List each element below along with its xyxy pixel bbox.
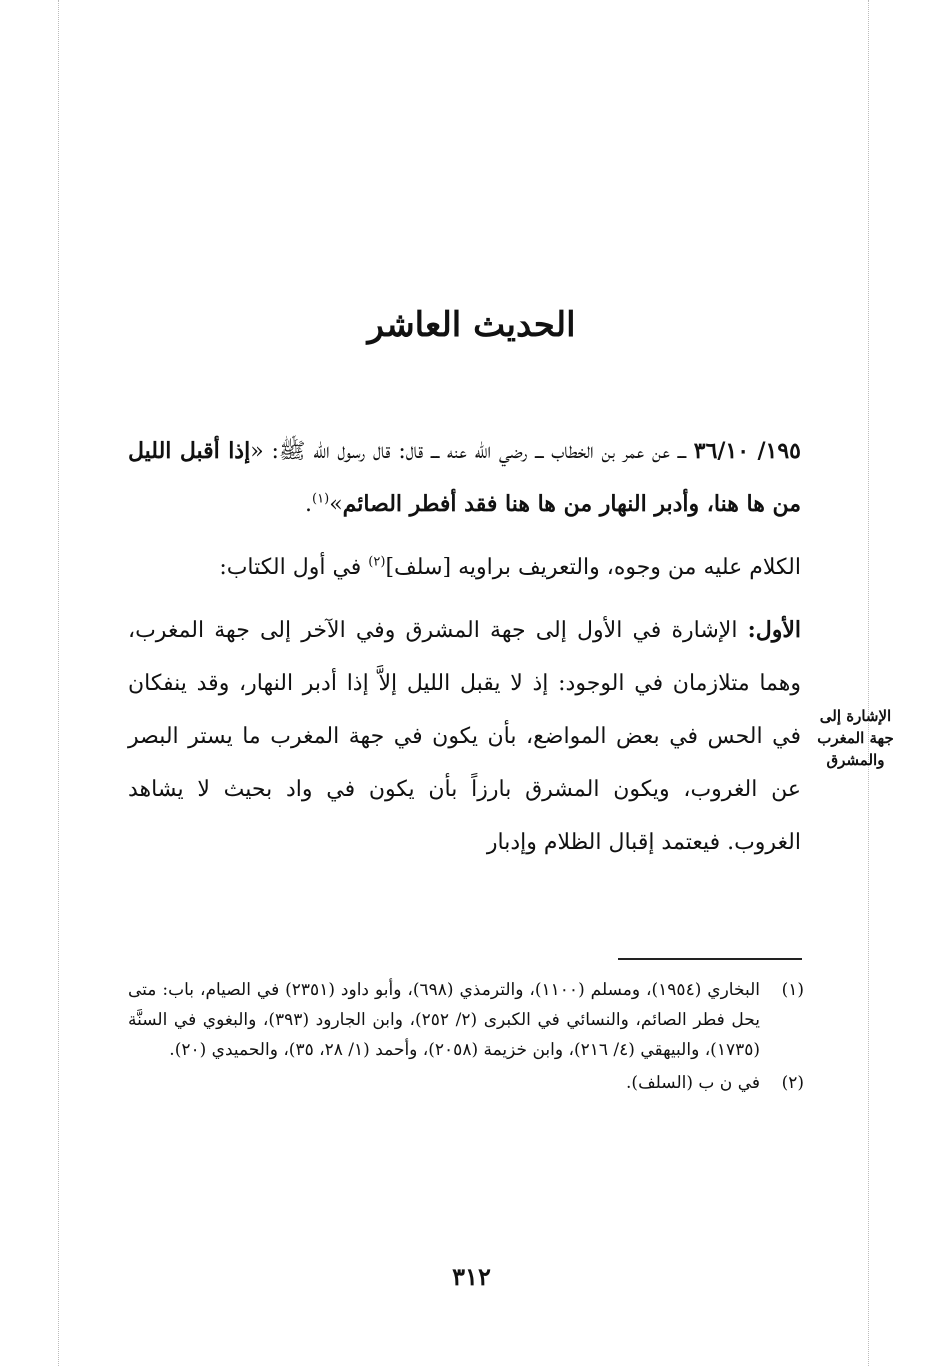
scan-margin-dots-left xyxy=(58,0,59,1366)
footnote-ref-1[interactable]: (١) xyxy=(312,491,330,507)
footnote-number: (٢) xyxy=(781,1073,804,1093)
footnote-number: (١) xyxy=(781,980,804,1000)
footnote-text: البخاري (١٩٥٤)، ومسلم (١١٠٠)، والترمذي (٦٩٨)، وأبو داود (٢٣٥١) في الصيام، باب: متى يحل فطر الصائم، والنسائي في الكبرى (٢/ ٢٥٢)، وابن الجارود (٣٩٣)، والبغوي في السنَّة (١٧٣٥)، والبيهقي (٤/ ٢١٦)، وابن خزيمة (٢٠٥٨)، وأحمد (١/ ٢٨، ٣٥)، والحميدي (٢٠). xyxy=(128,980,760,1060)
footnote-text: في ن ب (السلف). xyxy=(626,1073,760,1093)
first-point-label: الأول: xyxy=(747,617,801,643)
hadith-isnad: ـــ عن عمر بن الخطاب ـــ رضي الله عنه ـــ قال: قال رسول الله ﷺ: « xyxy=(250,439,694,464)
main-text xyxy=(128,425,801,879)
hadith-quote-close: » xyxy=(329,492,343,517)
chapter-title: الحديث العاشر xyxy=(367,305,576,345)
hadith-matn: إذا أقبل الليل من ها هنا، وأدبر النهار من ها هنا فقد أفطر الصائم xyxy=(128,438,801,517)
footnotes xyxy=(128,975,804,1101)
first-point-text: الإشارة في الأول إلى جهة المشرق وفي الآخر إلى جهة المغرب، وهما متلازمان في الوجود: إذ لا يقبل الليل إلاَّ إذا أدبر النهار، وقد ينفكان في الحس في بعض المواضع، بأن يكون في جهة المغرب ما يستر البصر عن الغروب، ويكون المشرق بارزاً بأن يكون في واد بحيث لا يشاهد الغروب. فيعتمد إقبال الظلام وإدبار xyxy=(128,618,801,855)
footnote-separator xyxy=(618,958,802,960)
scan-margin-dots-right xyxy=(868,0,869,1366)
page-number: ٣١٢ xyxy=(452,1262,491,1291)
hadith-number: ١٩٥/ ٣٦/١٠ xyxy=(693,438,801,464)
intro-text: الكلام عليه من وجوه، والتعريف براويه [سلف] xyxy=(385,555,801,580)
margin-note: الإشارة إلى جهة المغرب والمشرق xyxy=(817,707,894,769)
hadith-end: . xyxy=(305,492,313,517)
footnote-ref-2[interactable]: (٢) xyxy=(368,554,386,570)
intro-text-after: في أول الكتاب: xyxy=(219,555,369,580)
first-point-paragraph xyxy=(128,604,801,869)
footnote-2 xyxy=(128,1068,804,1098)
footnote-1 xyxy=(128,975,804,1065)
hadith-paragraph xyxy=(128,425,801,531)
intro-paragraph xyxy=(128,541,801,594)
